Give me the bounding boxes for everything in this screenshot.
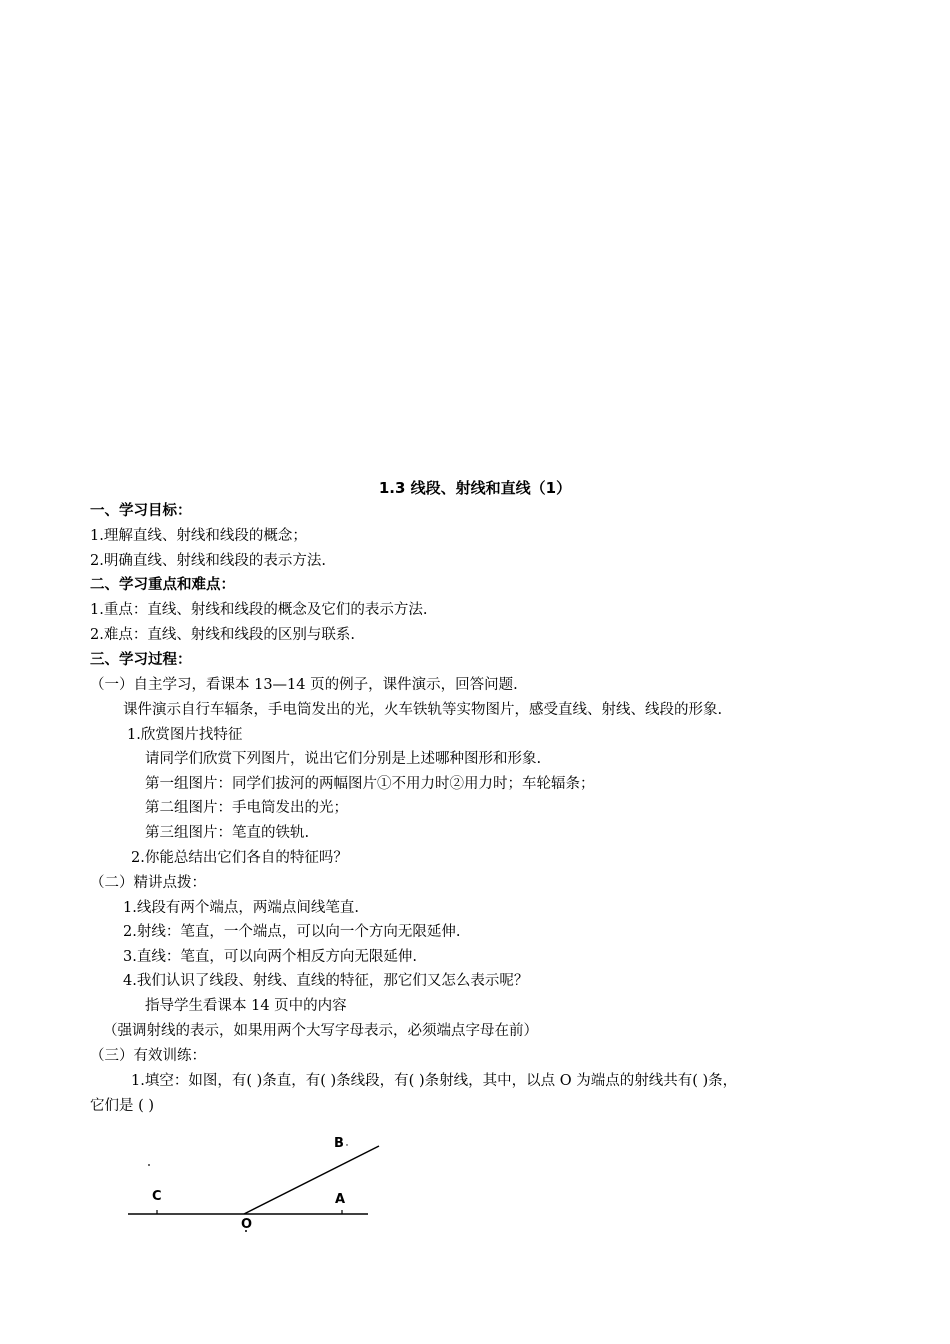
part3-heading: （三）有效训练： bbox=[90, 1048, 206, 1064]
point-b-dot bbox=[346, 1144, 347, 1145]
goal-item: 2.明确直线、射线和线段的表示方法. bbox=[90, 553, 326, 569]
stray-dot bbox=[148, 1164, 150, 1166]
geometry-figure bbox=[120, 1130, 390, 1240]
key-point-item: 1.重点：直线、射线和线段的概念及它们的表示方法. bbox=[90, 602, 428, 618]
guide-text: 指导学生看课本 14 页中的内容 bbox=[145, 998, 347, 1014]
explanation-item: 2.射线：笔直，一个端点，可以向一个方向无限延伸. bbox=[123, 924, 461, 940]
question-1-line: 请同学们欣赏下列图片，说出它们分别是上述哪种图形和形象. bbox=[145, 751, 542, 767]
exercise-line: 1.填空：如图，有( )条直，有( )条线段，有( )条射线，其中，以点 O 为端点的射线共有( )条， bbox=[131, 1073, 738, 1089]
section3-heading: 三、学习过程： bbox=[90, 652, 192, 668]
explanation-item: 4.我们认识了线段、射线、直线的特征，那它们又怎么表示呢？ bbox=[123, 973, 529, 989]
explanation-item: 1.线段有两个端点，两端点间线笔直. bbox=[123, 900, 359, 916]
section1-heading: 一、学习目标： bbox=[90, 503, 192, 519]
question-1-line: 第二组图片：手电筒发出的光； bbox=[145, 800, 348, 816]
ray-ob bbox=[244, 1146, 379, 1214]
section2-heading: 二、学习重点和难点： bbox=[90, 577, 235, 593]
part2-heading: （二）精讲点拨： bbox=[90, 875, 206, 891]
part1-intro: 课件演示自行车辐条，手电筒发出的光，火车铁轨等实物图片，感受直线、射线、线段的形象. bbox=[123, 702, 723, 718]
label-o: O bbox=[241, 1217, 253, 1232]
question-1: 1.欣赏图片找特征 bbox=[127, 727, 243, 743]
page-title: 1.3 线段、射线和直线（1） bbox=[378, 479, 572, 497]
question-1-line: 第一组图片：同学们拔河的两幅图片①不用力时②用力时；车轮辐条； bbox=[145, 776, 595, 792]
part1-heading: （一）自主学习，看课本 13—14 页的例子，课件演示，回答问题. bbox=[90, 677, 518, 693]
label-b: B bbox=[334, 1136, 344, 1151]
key-point-item: 2.难点：直线、射线和线段的区别与联系. bbox=[90, 627, 355, 643]
label-c: C bbox=[152, 1189, 162, 1204]
question-1-line: 第三组图片：笔直的铁轨. bbox=[145, 825, 310, 841]
label-a: A bbox=[335, 1192, 346, 1207]
question-2: 2.你能总结出它们各自的特征吗？ bbox=[131, 850, 348, 866]
goal-item: 1.理解直线、射线和线段的概念； bbox=[90, 528, 307, 544]
exercise-line: 它们是 ( ) bbox=[90, 1098, 155, 1114]
explanation-item: 3.直线：笔直，可以向两个相反方向无限延伸. bbox=[123, 949, 417, 965]
note-text: （强调射线的表示，如果用两个大写字母表示，必须端点字母在前） bbox=[103, 1023, 538, 1039]
